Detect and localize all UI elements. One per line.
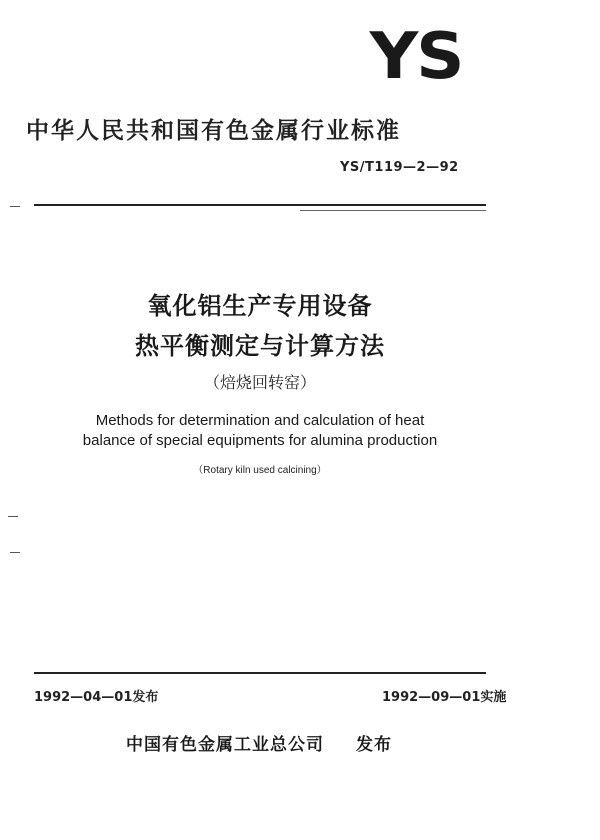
margin-mark <box>10 206 20 207</box>
document-title-en-line1: Methods for determination and calculation of heat <box>95 412 425 429</box>
issue-date: 1992—04—01发布 <box>34 690 159 705</box>
document-subtitle-en: （Rotary kiln used calcining） <box>193 465 327 476</box>
publish-label: 发布 <box>356 735 392 755</box>
publisher-name: 中国有色金属工业总公司 <box>126 735 324 755</box>
header-divider-thin <box>300 210 486 211</box>
header-divider <box>34 204 486 206</box>
implement-date: 1992—09—01实施 <box>382 690 507 705</box>
standard-code: YS/T119—2—92 <box>340 160 459 175</box>
document-title-en-line2: balance of special equipments for alumina production <box>82 432 438 449</box>
document-title-cn-line2: 热平衡测定与计算方法 <box>135 332 385 360</box>
margin-mark <box>10 552 20 553</box>
document-subtitle-cn: （焙烧回转窑） <box>203 373 316 392</box>
ys-logo: YS <box>369 20 463 94</box>
standard-category-title: 中华人民共和国有色金属行业标准 <box>26 118 401 144</box>
document-title-cn-line1: 氧化铝生产专用设备 <box>147 292 373 320</box>
margin-mark <box>8 516 18 517</box>
footer-divider <box>34 672 486 674</box>
